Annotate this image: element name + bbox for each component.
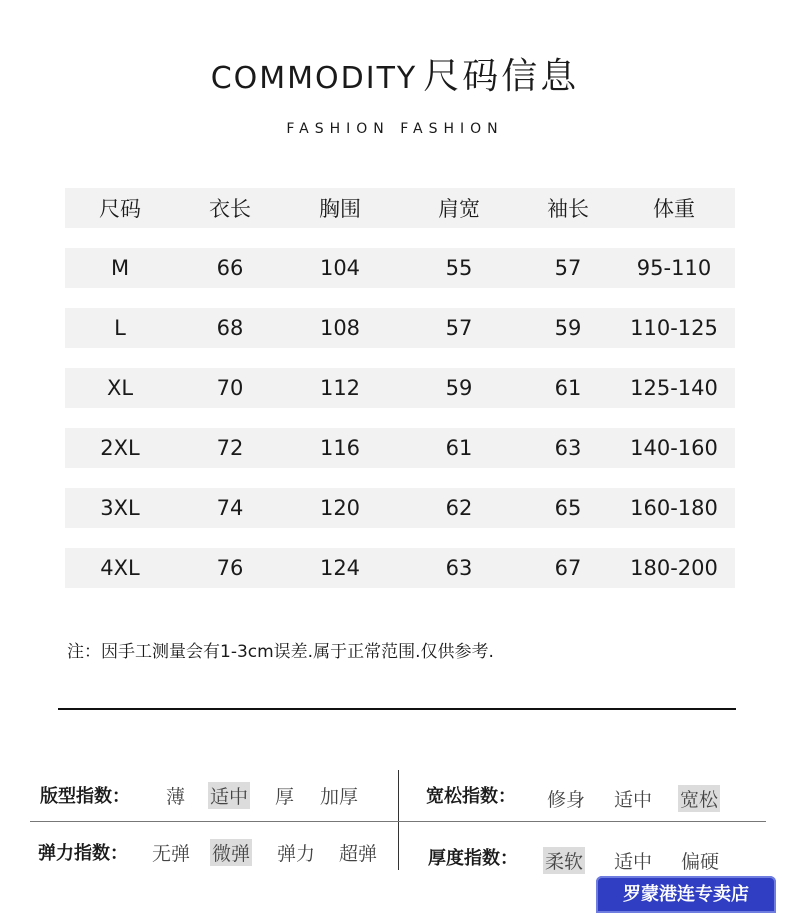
thickness-option: 偏硬 <box>681 851 720 873</box>
table-cell: 57 <box>445 316 473 340</box>
header-cell: 肩宽 <box>438 197 480 221</box>
index-column-divider <box>398 770 399 870</box>
table-cell: 59 <box>445 376 473 400</box>
table-cell: 4XL <box>100 556 140 580</box>
table-cell: XL <box>106 376 134 400</box>
table-cell: 160-180 <box>630 496 718 520</box>
table-cell: 59 <box>554 316 582 340</box>
table-cell: 95-110 <box>636 256 712 280</box>
table-row <box>65 248 735 288</box>
page-subtitle: FASHION FASHION <box>286 121 504 137</box>
thickness-option: 适中 <box>614 851 653 873</box>
table-cell: 67 <box>554 556 582 580</box>
title-latin: COMMODITY <box>210 61 418 96</box>
page-title <box>0 48 790 99</box>
table-cell: 180-200 <box>630 556 718 580</box>
table-cell: 125-140 <box>630 376 718 400</box>
elasticity-option: 微弹 <box>210 839 252 866</box>
elasticity-index-label: 弹力指数： <box>38 843 128 864</box>
measurement-note: 注：因手工测量会有1-3cm误差.属于正常范围.仅供参考. <box>67 642 494 662</box>
fit-index-label: 版型指数： <box>40 786 130 807</box>
title-cjk: 尺码信息 <box>423 56 580 97</box>
elasticity-option: 无弹 <box>152 843 191 865</box>
header-cell: 胸围 <box>319 197 361 221</box>
header-cell: 袖长 <box>547 197 589 221</box>
thickness-index-label: 厚度指数： <box>428 848 518 869</box>
thickness-option: 柔软 <box>543 847 585 874</box>
header-cell: 体重 <box>653 197 695 221</box>
table-cell: 68 <box>216 316 244 340</box>
table-cell: 55 <box>445 256 473 280</box>
table-cell: 65 <box>554 496 582 520</box>
fit-option: 厚 <box>275 786 295 808</box>
table-cell: 63 <box>554 436 582 460</box>
header-cell: 衣长 <box>209 197 251 221</box>
table-cell: 72 <box>216 436 244 460</box>
table-cell: 110-125 <box>630 316 718 340</box>
elasticity-option: 弹力 <box>277 843 316 865</box>
table-row <box>65 368 735 408</box>
fit-option: 加厚 <box>320 786 359 808</box>
table-cell: M <box>110 256 130 280</box>
header-cell: 尺码 <box>99 197 141 221</box>
table-row <box>65 488 735 528</box>
table-cell: 2XL <box>100 436 140 460</box>
looseness-option: 修身 <box>547 789 586 811</box>
table-cell: 61 <box>445 436 473 460</box>
table-cell: 66 <box>216 256 244 280</box>
table-cell: 76 <box>216 556 244 580</box>
fit-option: 适中 <box>208 782 250 809</box>
table-row <box>65 308 735 348</box>
table-cell: 124 <box>319 556 361 580</box>
table-cell: 120 <box>319 496 361 520</box>
table-header-row <box>65 188 735 228</box>
table-cell: 63 <box>445 556 473 580</box>
looseness-option: 适中 <box>614 789 653 811</box>
shop-badge[interactable]: 罗蒙港连专卖店 <box>596 876 776 913</box>
section-divider <box>58 708 736 710</box>
elasticity-option: 超弹 <box>339 843 378 865</box>
index-row-divider <box>30 821 766 822</box>
table-cell: 140-160 <box>630 436 718 460</box>
table-cell: 104 <box>319 256 361 280</box>
table-cell: 62 <box>445 496 473 520</box>
looseness-index-label: 宽松指数： <box>426 786 516 807</box>
table-cell: 57 <box>554 256 582 280</box>
fit-option: 薄 <box>166 786 186 808</box>
table-cell: 74 <box>216 496 244 520</box>
table-cell: 3XL <box>100 496 140 520</box>
table-cell: 108 <box>319 316 361 340</box>
table-cell: 61 <box>554 376 582 400</box>
looseness-option: 宽松 <box>678 785 720 812</box>
table-cell: 112 <box>319 376 361 400</box>
table-row <box>65 428 735 468</box>
table-cell: 116 <box>319 436 361 460</box>
table-cell: 70 <box>216 376 244 400</box>
table-row <box>65 548 735 588</box>
table-cell: L <box>114 316 126 340</box>
